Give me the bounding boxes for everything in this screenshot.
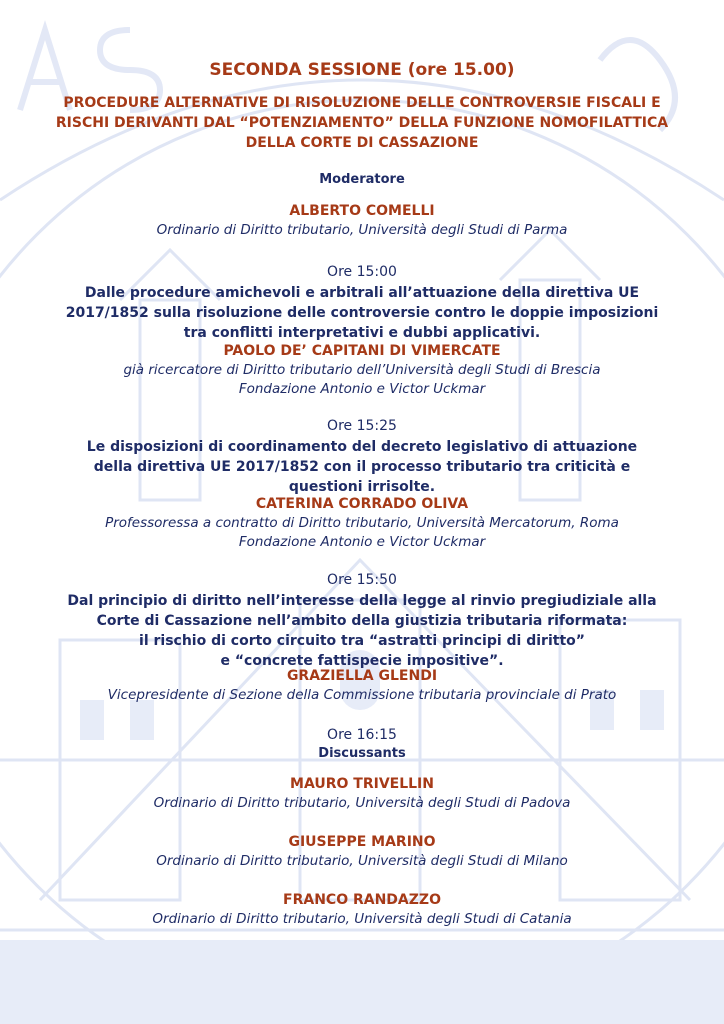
talk-1-title: Dalle procedure amichevoli e arbitrali all’attuazione della direttiva UE 2017/1852 sulla risoluzione delle controversie contro le doppie imposizioni tra conflitti interpretativi e dubbi applicativi. xyxy=(65,285,659,341)
talk-2-affiliation-1: Professoressa a contratto di Diritto tributario, Università Mercatorum, Roma xyxy=(105,515,619,531)
discussant-1-affiliation: Ordinario di Diritto tributario, Università degli Studi di Padova xyxy=(153,795,571,811)
moderator-label: Moderatore xyxy=(319,172,405,187)
talk-1-affiliation-2: Fondazione Antonio e Victor Uckmar xyxy=(238,381,486,397)
discussants-time: Ore 16:15 xyxy=(327,727,397,743)
talk-3-affiliation-1: Vicepresidente di Sezione della Commissione tributaria provinciale di Prato xyxy=(107,687,617,703)
talk-2-title: Le disposizioni di coordinamento del decreto legislativo di attuazione della direttiva UE 2017/1852 con il processo tributario tra criticità e questioni irrisolte. xyxy=(86,439,638,495)
moderator-affiliation: Ordinario di Diritto tributario, Università degli Studi di Parma xyxy=(156,222,568,238)
discussant-2-affiliation: Ordinario di Diritto tributario, Università degli Studi di Milano xyxy=(156,853,568,869)
talk-3-speaker: GRAZIELLA GLENDI xyxy=(286,668,438,684)
talk-2-time: Ore 15:25 xyxy=(327,418,397,434)
talk-2-speaker: CATERINA CORRADO OLIVA xyxy=(255,496,469,512)
discussants-label: Discussants xyxy=(318,746,406,761)
discussant-1-name: MAURO TRIVELLIN xyxy=(290,776,434,792)
talk-1-time: Ore 15:00 xyxy=(327,264,397,280)
talk-1-speaker: PAOLO DE’ CAPITANI DI VIMERCATE xyxy=(223,343,501,359)
discussant-3-affiliation: Ordinario di Diritto tributario, Università degli Studi di Catania xyxy=(152,911,572,927)
session-title: SECONDA SESSIONE (ore 15.00) xyxy=(209,60,515,80)
moderator-name: ALBERTO COMELLI xyxy=(289,203,435,219)
talk-3-title: Dal principio di diritto nell’interesse della legge al rinvio pregiudiziale alla Corte di Cassazione nell’ambito della giustizia tributaria riformata: il rischio di corto circuito tra “astratti principi di diritto” e “concrete fattispecie impositive”. xyxy=(67,593,657,669)
talk-3-time: Ore 15:50 xyxy=(327,572,397,588)
session-subtitle: PROCEDURE ALTERNATIVE DI RISOLUZIONE DELLE CONTROVERSIE FISCALI E RISCHI DERIVANTI DAL “POTENZIAMENTO” DELLA FUNZIONE NOMOFILATTICA DELLA CORTE DI CASSAZIONE xyxy=(55,95,669,151)
discussant-3-name: FRANCO RANDAZZO xyxy=(283,892,441,908)
discussant-2-name: GIUSEPPE MARINO xyxy=(288,834,436,850)
talk-1-affiliation-1: già ricercatore di Diritto tributario dell’Università degli Studi di Brescia xyxy=(123,362,601,378)
talk-2-affiliation-2: Fondazione Antonio e Victor Uckmar xyxy=(238,534,486,550)
